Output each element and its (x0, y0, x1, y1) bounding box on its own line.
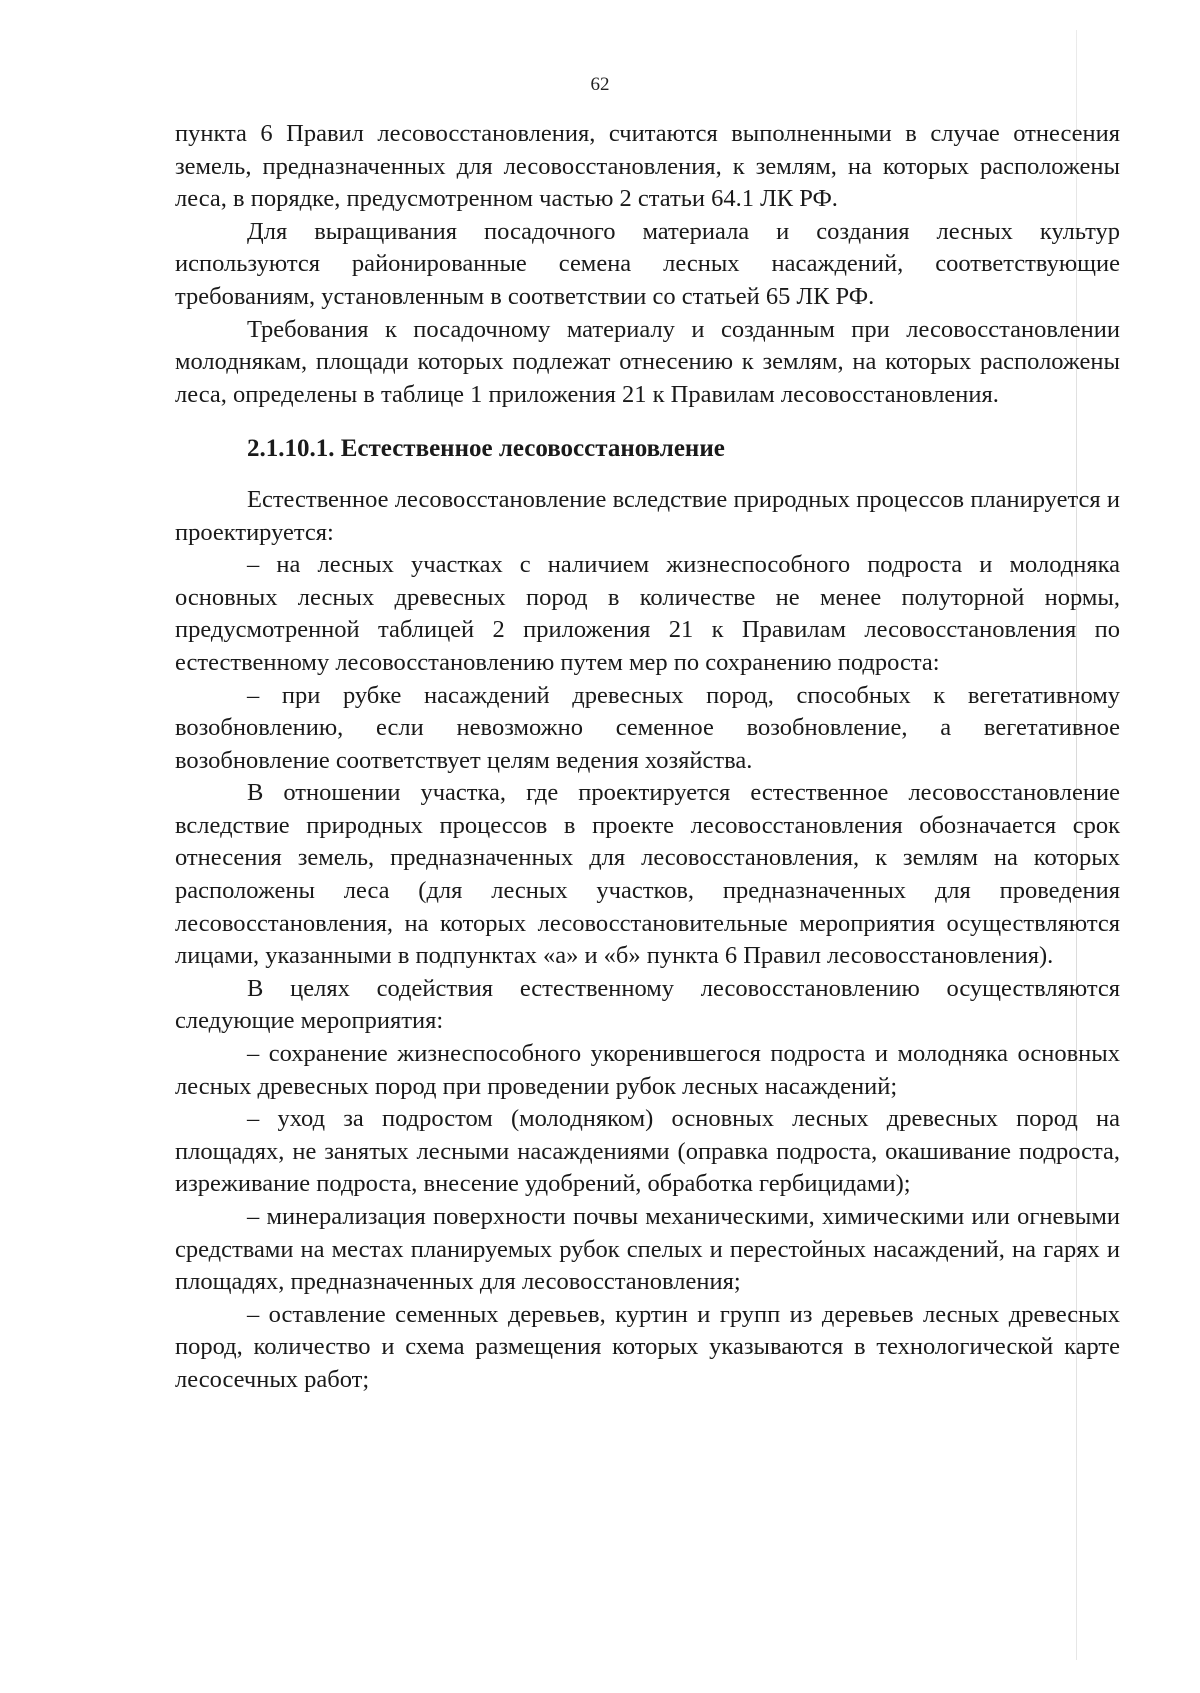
paragraph-requirements: Требования к посадочному материалу и созданным при лесовосстановлении молоднякам, площади которых подлежат отнесению к землям, на которых расположены леса, определены в таблице 1 приложения 21 к Правилам лесовосстановления. (175, 315, 1120, 408)
list-item-seed-trees: – оставление семенных деревьев, куртин и групп из деревьев лесных древесных пород, количество и схема размещения которых указываются в технологической карте лесосечных работ; (175, 1300, 1120, 1393)
paragraph-seeds: Для выращивания посадочного материала и создания лесных культур используются районированные семена лесных насаждений, соответствующие требованиям, установленным в соответствии со статьей 65 ЛК РФ. (175, 217, 1120, 310)
page-number: 62 (590, 74, 610, 95)
section-heading: 2.1.10.1. Естественное лесовосстановление (247, 435, 725, 463)
list-item-vegetative: – при рубке насаждений древесных пород, способных к вегетативному возобновлению, если невозможно семенное возобновление, а вегетативное возобновление соответствует целям ведения хозяйства. (175, 681, 1120, 774)
paragraph-natural-intro: Естественное лесовосстановление вследствие природных процессов планируется и проектируется: (175, 485, 1120, 546)
paragraph-assistance-intro: В целях содействия естественному лесовосстановлению осуществляются следующие мероприятия: (175, 974, 1120, 1035)
paragraph-continuation: пункта 6 Правил лесовосстановления, считаются выполненными в случае отнесения земель, предназначенных для лесовосстановления, к землям, на которых расположены леса, в порядке, предусмотренном частью 2 статьи 64.1 ЛК РФ. (175, 120, 1120, 213)
list-item-mineralization: – минерализация поверхности почвы механическими, химическими или огневыми средствами на местах планируемых рубок спелых и перестойных насаждений, на гарях и площадях, предназначенных для лесовосстановления; (175, 1203, 1120, 1296)
paragraph-project-term: В отношении участка, где проектируется естественное лесовосстановление вследствие природных процессов в проекте лесовосстановления обозначается срок отнесения земель, предназначенных для лесовосстановления, к землям на которых расположены леса (для лесных участков, предназначенных для проведения лесовосстановления, на которых лесовосстановительные мероприятия осуществляются лицами, указанными в подпунктах «а» и «б» пункта 6 Правил лесовосстановления). (175, 779, 1120, 970)
list-item-care: – уход за подростом (молодняком) основных лесных древесных пород на площадях, не занятых лесными насаждениями (оправка подроста, окашивание подроста, изреживание подроста, внесение удобрений, обработка гербицидами); (175, 1105, 1120, 1198)
list-item-preservation: – сохранение жизнеспособного укоренившегося подроста и молодняка основных лесных древесных пород при проведении рубок лесных насаждений; (175, 1040, 1120, 1100)
list-item-undergrowth: – на лесных участках с наличием жизнеспособного подроста и молодняка основных лесных древесных пород в количестве не менее полуторной нормы, предусмотренной таблицей 2 приложения 21 к Правилам лесовосстановления по естественному лесовосстановлению путем мер по сохранению подроста: (175, 551, 1120, 676)
document-body (175, 118, 1120, 1397)
